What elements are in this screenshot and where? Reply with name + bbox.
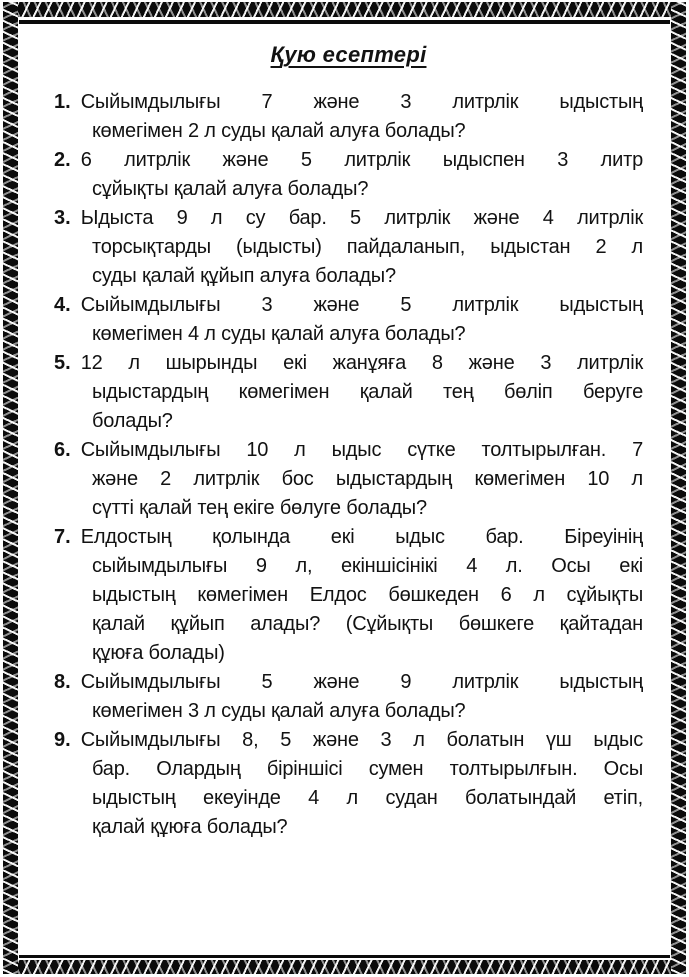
problem-line — [54, 146, 643, 175]
problem-item-8 — [54, 668, 643, 726]
problem-text: 12 л шырынды екі жанұяға 8 және 3 литрлік — [80, 352, 643, 374]
problem-line — [54, 349, 643, 378]
problem-line — [54, 204, 643, 233]
problem-line — [54, 88, 643, 117]
problem-line: сыйымдылығы 9 л, екіншісінікі 4 л. Осы екі — [92, 555, 643, 577]
problem-number: 4. — [54, 294, 71, 316]
problem-item-7 — [54, 523, 643, 668]
problem-line: ыдыстың екеуінде 4 л судан болатындай етіп, — [92, 787, 643, 809]
problem-line — [54, 291, 643, 320]
problem-number: 1. — [54, 91, 71, 113]
problem-text: Сыйымдылығы 3 және 5 литрлік ыдыстың — [80, 294, 643, 316]
problem-number: 7. — [54, 526, 71, 548]
decorative-border-top — [3, 2, 686, 17]
problem-number: 2. — [54, 149, 71, 171]
problem-list — [54, 88, 643, 842]
problem-text: Сыйымдылығы 5 және 9 литрлік ыдыстың — [80, 671, 643, 693]
problem-line: ыдыстың көмегімен Елдос бөшкеден 6 л сұйықты — [92, 584, 643, 606]
problem-line — [54, 523, 643, 552]
problem-text: Елдостың қолында екі ыдыс бар. Біреуінің — [80, 526, 643, 548]
problem-item-9 — [54, 726, 643, 842]
decorative-border-bottom — [3, 960, 686, 974]
problem-line: құюға болады) — [92, 642, 225, 664]
problem-line: торсықтарды (ыдысты) пайдаланып, ыдыстан 2 л — [92, 236, 643, 258]
problem-line: бар. Олардың біріншісі сумен толтырылғын. Осы — [92, 758, 643, 780]
problem-item-4 — [54, 291, 643, 349]
problem-number: 5. — [54, 352, 71, 374]
problem-number: 6. — [54, 439, 71, 461]
problem-line: көмегімен 3 л суды қалай алуға болады? — [92, 700, 466, 722]
problem-line: көмегімен 4 л суды қалай алуға болады? — [92, 323, 466, 345]
problem-item-1 — [54, 88, 643, 146]
page-content — [0, 24, 689, 953]
problem-text: Сыйымдылығы 10 л ыдыс сүтке толтырылған. 7 — [80, 439, 643, 461]
problem-text: Сыйымдылығы 7 және 3 литрлік ыдыстың — [80, 91, 643, 113]
problem-line: көмегімен 2 л суды қалай алуға болады? — [92, 120, 466, 142]
inner-rule-bottom — [19, 955, 670, 958]
problem-line — [54, 726, 643, 755]
problem-item-6 — [54, 436, 643, 523]
problem-line — [54, 668, 643, 697]
problem-line — [54, 436, 643, 465]
problem-number: 9. — [54, 729, 71, 751]
problem-line: суды қалай құйып алуға болады? — [92, 265, 396, 287]
problem-line: ыдыстардың көмегімен қалай тең бөліп беруге — [92, 381, 643, 403]
problem-item-3 — [54, 204, 643, 291]
problem-line: қалай құйып алады? (Сұйықты бөшкеге қайтадан — [92, 613, 643, 635]
problem-number: 8. — [54, 671, 71, 693]
problem-item-2 — [54, 146, 643, 204]
problem-item-5 — [54, 349, 643, 436]
problem-number: 3. — [54, 207, 71, 229]
problem-text: Ыдыста 9 л су бар. 5 литрлік және 4 литрлік — [80, 207, 643, 229]
problem-line: және 2 литрлік бос ыдыстардың көмегімен 10 л — [92, 468, 643, 490]
problem-line: сүтті қалай тең екіге бөлуге болады? — [92, 497, 427, 519]
page-title: Қую есептері — [270, 42, 427, 67]
problem-line: болады? — [92, 410, 173, 432]
problem-text: Сыйымдылығы 8, 5 және 3 л болатын үш ыдыс — [80, 729, 643, 751]
problem-line: сұйықты қалай алуға болады? — [92, 178, 369, 200]
problem-line: қалай құюға болады? — [92, 816, 288, 838]
problem-text: 6 литрлік және 5 литрлік ыдыспен 3 литр — [80, 149, 643, 171]
